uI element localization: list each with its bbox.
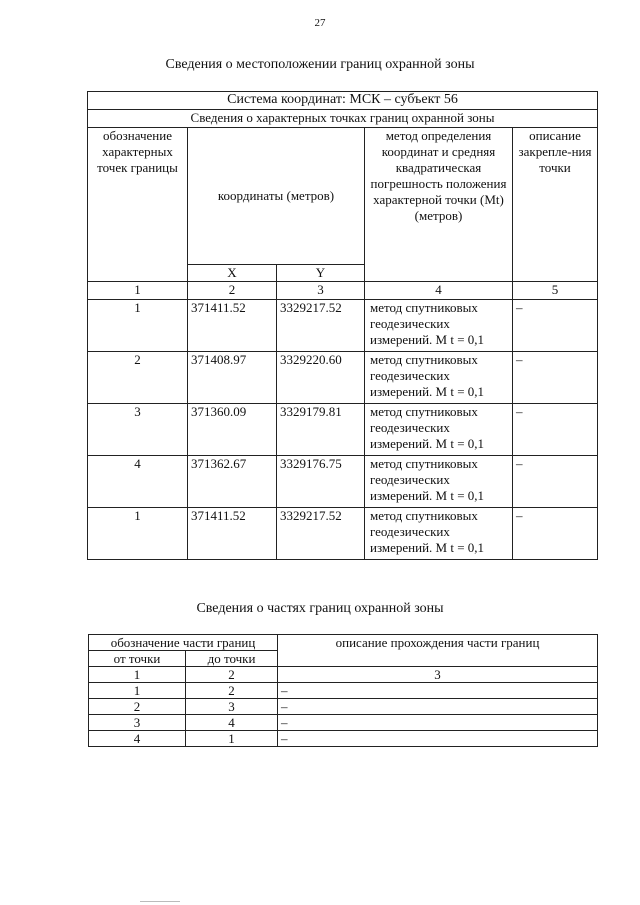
part-description: – <box>278 699 598 715</box>
point-description: – <box>513 300 598 352</box>
to-point: 1 <box>186 731 278 747</box>
header-part-description: описание прохождения части границ <box>278 635 598 667</box>
col-number: 2 <box>186 667 278 683</box>
table-row <box>88 508 598 560</box>
header-description: описание закрепле-ния точки <box>513 128 598 282</box>
col-number: 5 <box>513 282 598 300</box>
coord-x: 371360.09 <box>188 404 277 456</box>
method: метод спутниковых геодезических измерений. M t = 0,1 <box>365 352 513 404</box>
table-row <box>89 715 598 731</box>
section1-title: Сведения о местоположении границ охранной зоны <box>165 57 475 72</box>
scan-artifact-line <box>140 901 180 902</box>
header-x: X <box>188 265 277 282</box>
coord-y: 3329217.52 <box>277 508 365 560</box>
table-row <box>88 404 598 456</box>
header-y: Y <box>277 265 365 282</box>
part-description: – <box>278 683 598 699</box>
coord-y: 3329220.60 <box>277 352 365 404</box>
col-number: 3 <box>277 282 365 300</box>
method: метод спутниковых геодезических измерений. M t = 0,1 <box>365 456 513 508</box>
header-part: обозначение части границ <box>89 635 278 651</box>
col-number: 2 <box>188 282 277 300</box>
to-point: 2 <box>186 683 278 699</box>
to-point: 4 <box>186 715 278 731</box>
coord-x: 371411.52 <box>188 508 277 560</box>
point-id: 2 <box>88 352 188 404</box>
coord-y: 3329217.52 <box>277 300 365 352</box>
col-number: 1 <box>88 282 188 300</box>
point-id: 4 <box>88 456 188 508</box>
col-number: 3 <box>278 667 598 683</box>
coord-y: 3329176.75 <box>277 456 365 508</box>
header-method: метод определения координат и средняя квадратическая погрешность положения характерной точки (Mt) (метров) <box>365 128 513 282</box>
point-id: 1 <box>88 300 188 352</box>
part-description: – <box>278 715 598 731</box>
point-id: 1 <box>88 508 188 560</box>
coord-x: 371411.52 <box>188 300 277 352</box>
col-number: 1 <box>89 667 186 683</box>
method: метод спутниковых геодезических измерений. M t = 0,1 <box>365 508 513 560</box>
from-point: 2 <box>89 699 186 715</box>
method: метод спутниковых геодезических измерений. M t = 0,1 <box>365 300 513 352</box>
table-row <box>89 683 598 699</box>
page-number: 27 <box>314 17 326 29</box>
col-number: 4 <box>365 282 513 300</box>
coordinate-system: Система координат: МСК – субъект 56 <box>88 92 598 110</box>
from-point: 3 <box>89 715 186 731</box>
table-row <box>88 352 598 404</box>
point-description: – <box>513 352 598 404</box>
table-row <box>88 300 598 352</box>
header-coords: координаты (метров) <box>188 128 365 265</box>
point-description: – <box>513 508 598 560</box>
coord-x: 371408.97 <box>188 352 277 404</box>
coord-y: 3329179.81 <box>277 404 365 456</box>
boundary-parts-table <box>88 634 598 747</box>
point-description: – <box>513 456 598 508</box>
section2-title: Сведения о частях границ охранной зоны <box>196 601 444 616</box>
part-description: – <box>278 731 598 747</box>
header-from: от точки <box>89 651 186 667</box>
point-description: – <box>513 404 598 456</box>
boundary-points-table <box>87 91 598 560</box>
table-row <box>88 456 598 508</box>
table-row <box>89 699 598 715</box>
to-point: 3 <box>186 699 278 715</box>
from-point: 4 <box>89 731 186 747</box>
coord-x: 371362.67 <box>188 456 277 508</box>
method: метод спутниковых геодезических измерений. M t = 0,1 <box>365 404 513 456</box>
header-to: до точки <box>186 651 278 667</box>
point-id: 3 <box>88 404 188 456</box>
points-subheader: Сведения о характерных точках границ охранной зоны <box>88 110 598 128</box>
header-point: обозначение характерных точек границы <box>88 128 188 282</box>
from-point: 1 <box>89 683 186 699</box>
table-row <box>89 731 598 747</box>
